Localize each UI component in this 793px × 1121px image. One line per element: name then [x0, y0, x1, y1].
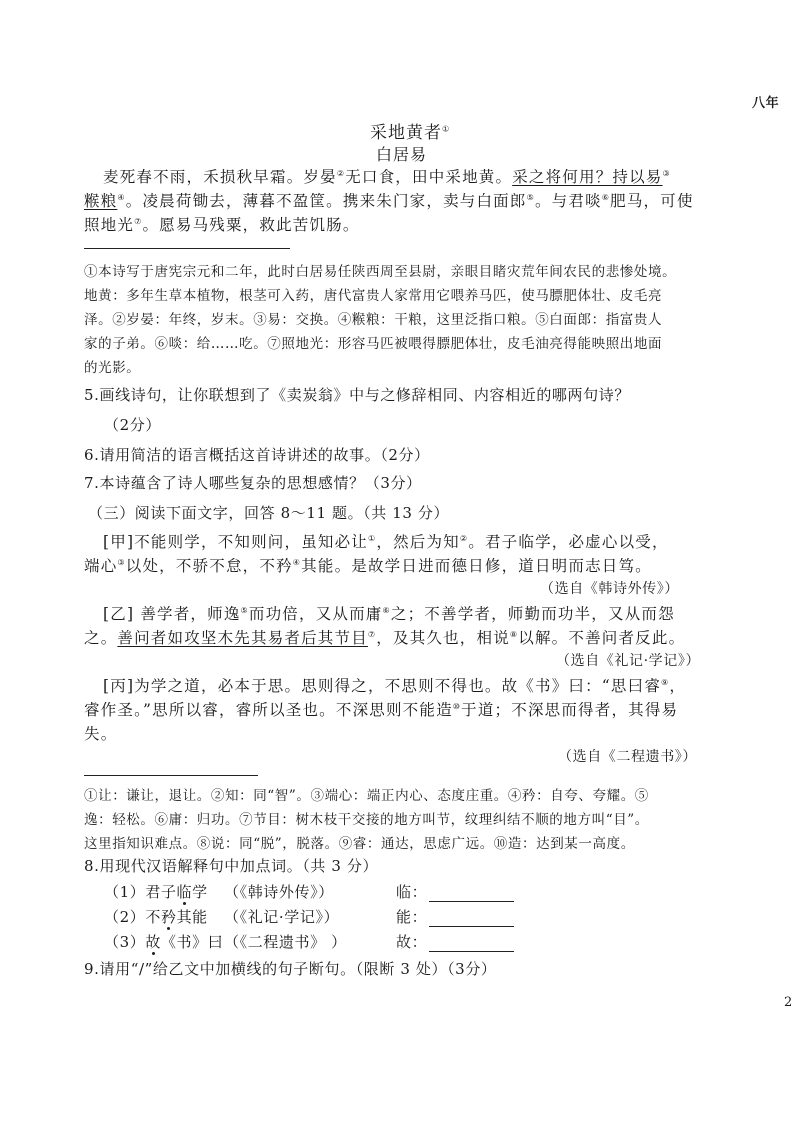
page-number: 2: [784, 995, 793, 1010]
question-8: 8.用现代汉语解释句中加点词。（共 3 分）: [84, 857, 379, 875]
passage-bing-source: （选自《二程遗书》）: [558, 749, 697, 765]
question-6: 6.请用简洁的语言概括这首诗讲述的故事。（2分）: [84, 446, 430, 464]
question-5: 5.画线诗句，让你联想到了《卖炭翁》中与之修辞相同、内容相近的哪两句诗？: [84, 386, 630, 404]
question-9: 9.请用“/”给乙文中加横线的句子断句。（限断 3 处）（3分）: [84, 960, 497, 978]
question-8-item-2: （2）不矜其能 （《礼记·学记》） 能：: [104, 906, 514, 927]
question-5-score: （2分）: [104, 416, 161, 434]
passage-note-line: 这里指知识难点。⑧说：同“脱”，脱落。⑨睿：通达，思虑广远。⑩造：达到某一高度。: [84, 836, 635, 852]
question-8-item-3: （3）故《书》曰（《二程遗书》 ） 故：: [104, 931, 514, 952]
passage-jia-line-2: 端心③以处，不骄不怠，不矜④其能。是故学日进而德日修，道日明而志日笃。: [84, 557, 652, 575]
question-7: 7.本诗蕴含了诗人哪些复杂的思想感情？（3分）: [84, 474, 422, 492]
passage-bing-line-2: 睿作圣。”思所以睿，睿所以圣也。不深思则不能造⑩于道；不深思而得者，其得易: [84, 701, 679, 719]
poem-note-line: 家的子弟。⑥啖：给……吃。⑦照地光：形容马匹被喂得膘肥体壮，皮毛油亮得能映照出地面: [84, 336, 663, 352]
passage-note-line: ①让：谦让，退让。②知：同“智”。③端心：端正内心、态度庄重。④矜：自夸、夸耀。⑤: [84, 788, 649, 804]
passage-note-line: 逸：轻松。⑥庸：归功。⑦节目：树木枝干交接的地方叫节，纹理纠结不顺的地方叫“目”。: [84, 812, 649, 828]
grade-label: 八年: [752, 96, 780, 111]
notes-divider-1: [84, 248, 290, 249]
poem-note-line: 的光影。: [84, 360, 141, 376]
passage-yi-line-1: [乙] 善学者，师逸⑤而功倍，又从而庸⑥之；不善学者，师勤而功半，又从而怨: [103, 605, 675, 623]
question-8-item-1: （1）君子临学 （《韩诗外传》） 临：: [104, 881, 514, 902]
answer-blank-3[interactable]: [429, 937, 514, 952]
poem-title: 采地黄者①: [370, 123, 451, 143]
passage-bing-line-1: [丙]为学之道，必本于思。思则得之，不思则不得也。故《书》曰：“思曰睿⑨，: [103, 677, 687, 695]
answer-blank-1[interactable]: [429, 887, 514, 902]
section-3-heading: （三）阅读下面文字，回答 8～11 题。（共 13 分）: [88, 504, 450, 522]
passage-yi-line-2: 之。善问者如攻坚木先其易者后其节目⑦，及其久也，相说⑧以解。不善问者反此。: [84, 629, 686, 647]
poem-line-3: 照地光⑦。愿易马残粟，救此苦饥肠。: [84, 216, 360, 234]
passage-jia-line-1: [甲]不能则学，不知则问，虽知必让①，然后为知②。君子临学，必虚心以受，: [103, 533, 669, 551]
poem-author: 白居易: [376, 145, 428, 164]
poem-note-line: ①本诗写于唐宪宗元和二年，此时白居易任陕西周至县尉，亲眼目睹灾荒年间农民的悲惨处境。: [84, 264, 677, 280]
passage-jia-source: （选自《韩诗外传》）: [540, 581, 679, 597]
passage-bing-line-3: 失。: [84, 725, 118, 743]
poem-line-2: 糇粮④。凌晨荷锄去，薄暮不盈筐。携来朱门家，卖与白面郎⑤。与君啖⑥肥马，可使: [84, 192, 694, 210]
passage-yi-source: （选自《礼记·学记》）: [556, 653, 701, 669]
poem-note-line: 地黄：多年生草本植物，根茎可入药，唐代富贵人家常用它喂养马匹，使马膘肥体壮、皮毛亮: [84, 288, 663, 304]
poem-line-1: 麦死春不雨，禾损秋早霜。岁晏②无口食，田中采地黄。采之将何用？持以易③: [103, 168, 671, 186]
notes-divider-2: [84, 775, 258, 776]
answer-blank-2[interactable]: [429, 912, 514, 927]
poem-note-line: 泽。②岁晏：年终，岁末。③易：交换。④糇粮：干粮，这里泛指口粮。⑤白面郎：指富贵人: [84, 312, 663, 328]
